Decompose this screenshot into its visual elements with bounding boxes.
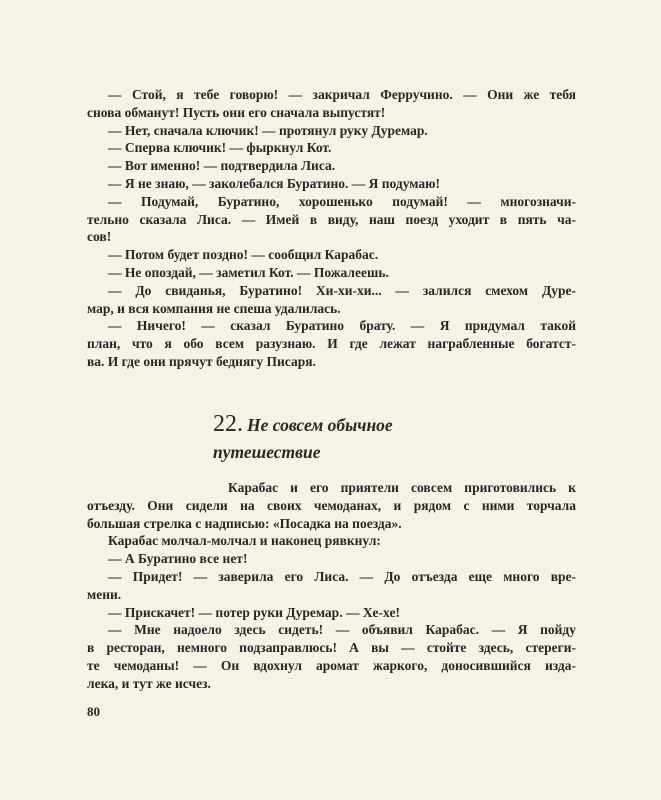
chapter-title-line2: путешествие <box>213 442 321 462</box>
text-line: большая стрелка с надписью: «Посадка на поезда». <box>87 515 402 531</box>
text-line: Карабас молчал-молчал и наконец рявкнул: <box>108 533 381 549</box>
chapter-title-line1: Не совсем обычное <box>247 415 393 435</box>
text-line: план, что я обо всем разузнаю. И где лежат награбленные богатст- <box>87 336 576 352</box>
page-number: 80 <box>87 704 100 719</box>
chapter-number: 22. <box>213 411 243 437</box>
text-line: мени. <box>87 586 122 602</box>
text-line: отъезду. Они сидели на своих чемоданах, и рядом с ними торчала <box>87 497 576 513</box>
text-line: — Прискачет! — потер руки Дуремар. — Хе-хе! <box>108 604 400 620</box>
text-line: мар, и вся компания не спеша удалилась. <box>87 300 341 316</box>
text-line: — Не опоздай, — заметил Кот. — Пожалеешь. <box>108 264 389 280</box>
text-line: в ресторан, немного подзаправлюсь! А вы — стойте здесь, стереги- <box>87 640 576 656</box>
text-block-bottom <box>87 479 576 693</box>
text-line: — Придет! — заверила его Лиса. — До отъезда еще много вре- <box>108 568 576 584</box>
text-line: — Потом будет поздно! — сообщил Карабас. <box>108 247 379 263</box>
text-line: — До свиданья, Буратино! Хи-хи-хи... — залился смехом Дуре- <box>108 282 576 298</box>
text-line: те чемоданы! — Он вдохнул аромат жаркого, доносившийся изда- <box>87 657 576 673</box>
text-line: ва. И где они прячут беднягу Писаря. <box>87 353 316 369</box>
text-line: лека, и тут же исчез. <box>87 675 211 691</box>
text-line: тельно сказала Лиса. — Имей в виду, наш поезд уходит в пять ча- <box>87 211 576 227</box>
text-block-top <box>87 86 576 371</box>
text-line: — Ничего! — сказал Буратино брату. — Я придумал такой <box>108 318 576 334</box>
chapter-heading <box>213 410 393 441</box>
text-line: — Вот именно! — подтвердила Лиса. <box>108 158 336 174</box>
text-line: — А Буратино все нет! <box>108 551 248 567</box>
text-line: — Сперва ключик! — фыркнул Кот. <box>108 140 332 156</box>
text-line: — Стой, я тебе говорю! — закричал Ферручино. — Они же тебя <box>108 87 576 102</box>
text-line: Карабас и его приятели совсем приготовились к <box>228 480 576 495</box>
text-line: сов! <box>87 229 112 245</box>
text-line: — Мне надоело здесь сидеть! — объявил Карабас. — Я пойду <box>108 622 576 638</box>
text-line: — Нет, сначала ключик! — протянул руку Дуремар. <box>108 122 428 138</box>
text-line: — Подумай, Буратино, хорошенько подумай! — многозначи- <box>108 193 576 209</box>
text-line: снова обманут! Пусть они его сначала выпустят! <box>87 104 386 120</box>
text-line: — Я не знаю, — заколебался Буратино. — Я подумаю! <box>108 175 440 191</box>
